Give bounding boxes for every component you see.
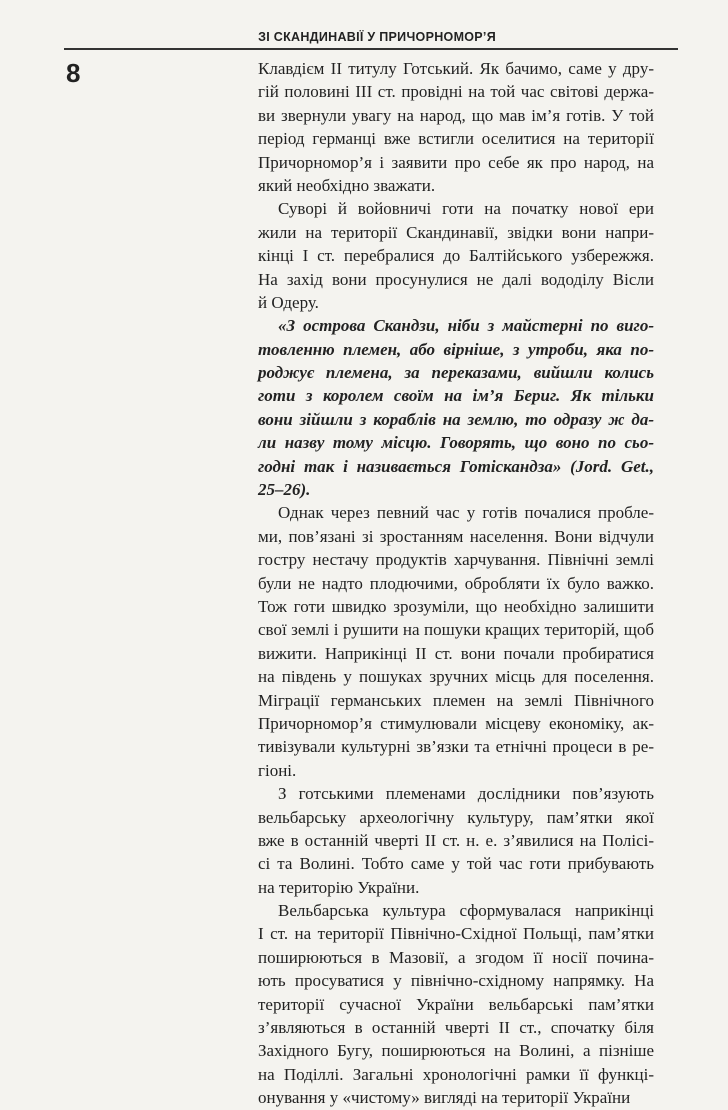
text-line: ють просуватися у північно-східному напрямку. На <box>258 971 654 991</box>
text-line: Причорномор’я стимулювали місцеву економіку, ак- <box>258 713 654 733</box>
text-line: годні так і називається Готіскандза» (Jord. Get., <box>258 456 654 476</box>
text-line: який необхідно зважати. <box>258 175 436 195</box>
text-line: на територію України. <box>258 877 420 897</box>
text-line: були не надто плодючими, обробляти їх було важко. <box>258 573 654 593</box>
text-line: Суворі й войовничі готи на початку нової ери <box>278 199 654 219</box>
text-line: З готськими племенами дослідники пов’язують <box>278 784 654 804</box>
text-line: товленню племен, або вірніше, з утроби, яка по- <box>258 339 654 359</box>
text-line: Однак через певний час у готів почалися пробле- <box>278 503 654 523</box>
text-line: з’являються в останній чверті II ст., спочатку біля <box>258 1018 654 1038</box>
text-line: кінці I ст. перебралися до Балтійського узбережжя. <box>258 246 654 266</box>
text-line: Вельбарська культура сформувалася наприкінці <box>278 901 654 921</box>
text-line: й Одеру. <box>258 292 319 312</box>
text-line: період германці вже встигли оселитися на території <box>258 129 654 149</box>
text-line: на південь у пошуках зручних місць для поселення. <box>258 667 654 687</box>
text-line: Причорномор’я і заявити про себе як про народ, на <box>258 152 654 172</box>
text-line: на Поділлі. Загальні хронологічні рамки її функці- <box>258 1064 654 1084</box>
text-line: На захід вони просунулися не далі вододілу Вісли <box>258 269 654 289</box>
body-paragraph <box>258 501 654 782</box>
text-line: ми, пов’язані зі зростанням населення. Вони відчули <box>258 526 654 546</box>
body-paragraph <box>258 197 654 314</box>
text-line: сі та Волині. Тобто саме у той час готи прибувають <box>258 854 654 874</box>
text-line: вони зійшли з кораблів на землю, то одразу ж да- <box>258 409 654 429</box>
text-line: Західного Бугу, поширюються на Волині, а пізніше <box>258 1041 654 1061</box>
text-line: свої землі і рушити на пошуки кращих територій, щоб <box>258 620 654 640</box>
text-line: вже в останній чверті II ст. н. е. з’явилися на Полісі- <box>258 830 654 850</box>
text-line: онування у «чистому» вигляді на території України <box>258 1088 631 1108</box>
text-line: вижити. Наприкінці II ст. вони почали пробиратися <box>258 643 654 663</box>
text-line: ли назву тому місцю. Говорять, що воно по сьо- <box>258 433 654 453</box>
text-line: Тож готи швидко зрозуміли, що необхідно залишити <box>258 596 654 616</box>
text-line: вельбарську археологічну культуру, пам’ятки якої <box>258 807 654 827</box>
text-line: гостру нестачу продуктів харчування. Північні землі <box>258 550 654 570</box>
text-line: поширюються в Мазовії, а згодом її носії починa- <box>258 947 654 967</box>
text-line: ви звернули увагу на народ, що мав ім’я готів. У той <box>258 105 654 125</box>
text-line: гій половині III ст. провідні на той час світові держа- <box>258 82 654 102</box>
text-line: роджує племена, за переказами, вийшли колись <box>258 363 654 383</box>
text-line: готи з королем своїм на ім’я Бериг. Як тільки <box>258 386 654 406</box>
text-line: тивізували культурні зв’язки та етнічні процеси в ре- <box>258 737 654 757</box>
text-column <box>258 57 654 1110</box>
text-line: 25–26). <box>258 480 311 500</box>
page-number: 8 <box>66 58 81 88</box>
body-paragraph <box>258 899 654 1110</box>
text-line: гіоні. <box>258 760 297 780</box>
text-line: Клавдієм II титулу Готський. Як бачимо, саме у дру- <box>258 59 654 78</box>
text-line: I ст. на території Північно-Східної Польщі, пам’ятки <box>258 924 654 944</box>
text-line: «З острова Скандзи, ніби з майстерні по виго- <box>278 316 654 336</box>
running-head: ЗІ СКАНДИНАВІЇ У ПРИЧОРНОМОР’Я <box>258 30 496 44</box>
text-line: жили на території Скандинавії, звідки вони напри- <box>258 222 654 242</box>
header-rule <box>64 48 678 50</box>
body-paragraph <box>258 782 654 899</box>
text-line: Міграції германських племен на землі Північного <box>258 690 654 710</box>
text-line: території сучасної України вельбарські пам’ятки <box>258 994 654 1014</box>
body-paragraph <box>258 57 654 197</box>
quotation-paragraph <box>258 314 654 501</box>
